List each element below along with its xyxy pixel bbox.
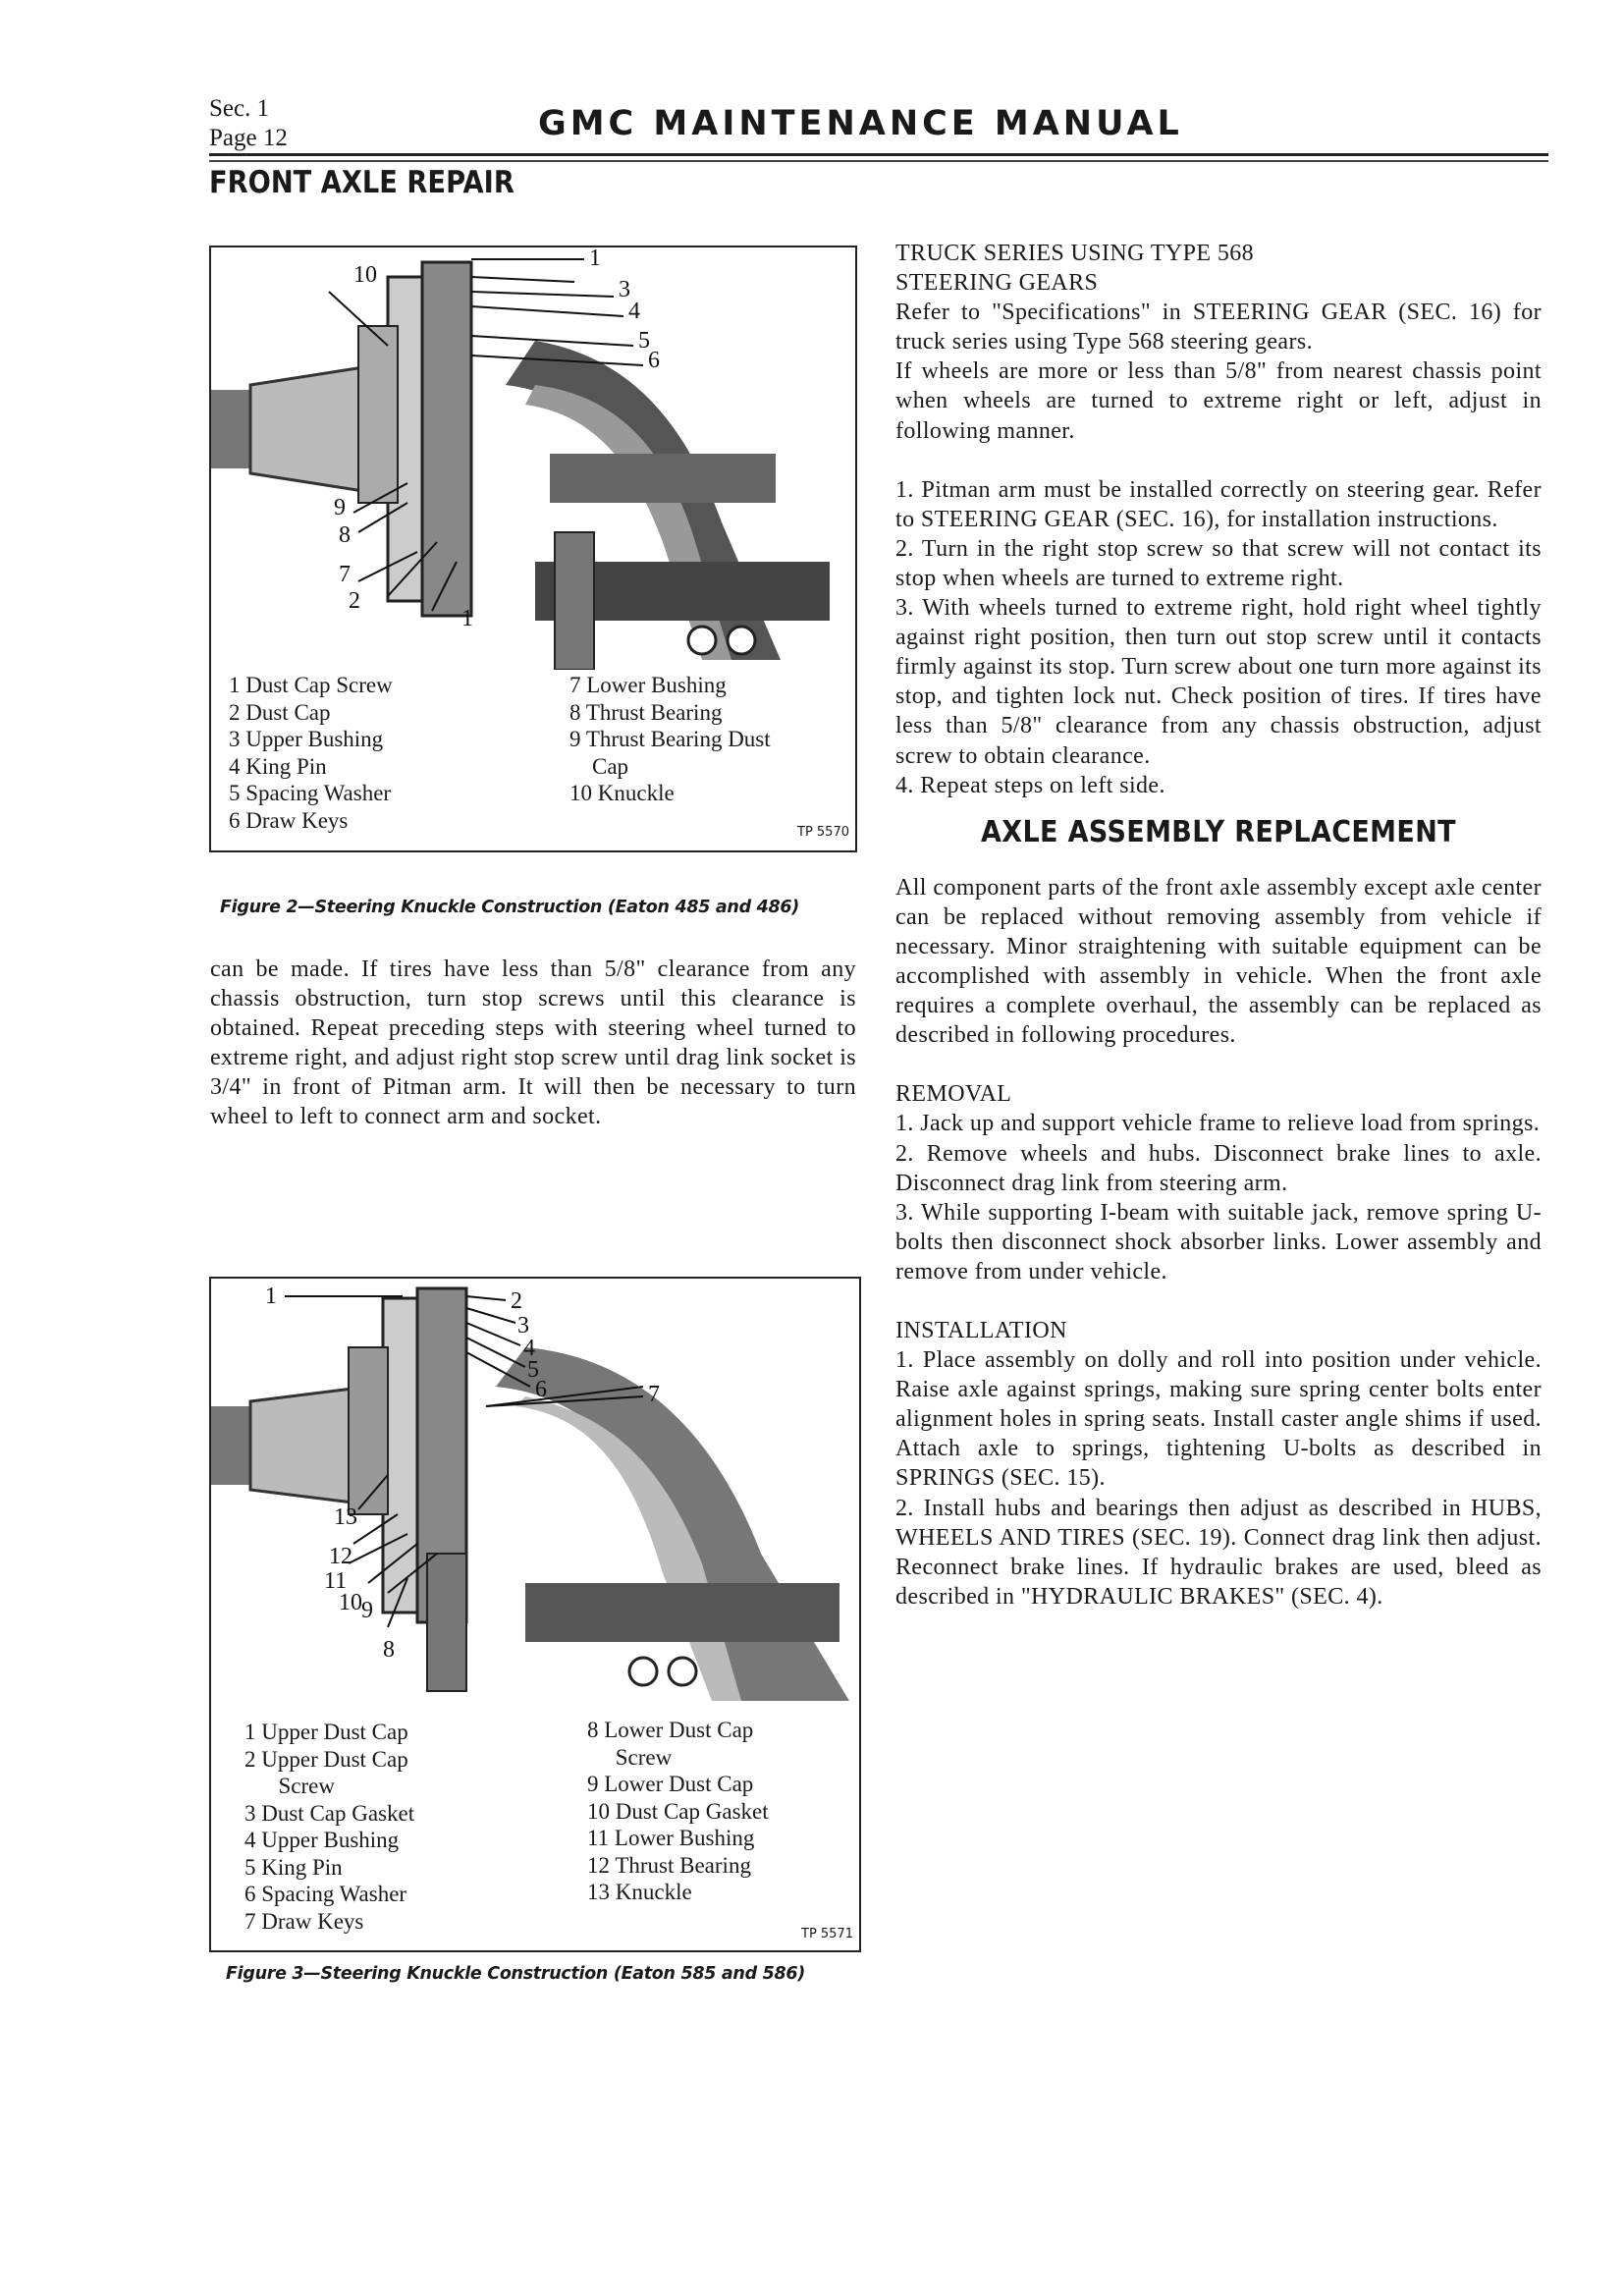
legend-item: 2 Upper Dust Cap	[244, 1746, 408, 1772]
callout: 4	[628, 299, 640, 324]
callout: 3	[517, 1313, 529, 1339]
legend-item: 6 Spacing Washer	[244, 1882, 407, 1906]
removal-heading: REMOVAL	[895, 1081, 1012, 1108]
figure-2-illustration	[211, 247, 855, 670]
legend-item: 11 Lower Bushing	[587, 1826, 755, 1850]
figure-2-legend-left	[229, 672, 393, 834]
callout: 11	[324, 1568, 348, 1594]
figure-2	[209, 246, 857, 852]
legend-item: 4 Upper Bushing	[244, 1828, 400, 1852]
paragraph: If wheels are more or less than 5/8" from nearest chassis point when wheels are turned to extreme right or left, adjust in following manner.	[895, 358, 1542, 444]
legend-item: 10 Knuckle	[569, 781, 675, 805]
paragraph: Refer to "Specifications" in STEERING GEAR (SEC. 16) for truck series using Type 568 steering gears.	[895, 300, 1542, 355]
step: 2. Remove wheels and hubs. Disconnect brake lines to axle. Disconnect drag link from steering arm.	[895, 1140, 1542, 1196]
step: 4. Repeat steps on left side.	[895, 772, 1165, 798]
section-title: FRONT AXLE REPAIR	[209, 165, 514, 200]
axle-assembly-heading: AXLE ASSEMBLY REPLACEMENT	[981, 814, 1456, 849]
legend-item: Screw	[587, 1744, 673, 1770]
figure-3-legend-right	[587, 1717, 769, 1906]
manual-title: GMC MAINTENANCE MANUAL	[538, 104, 1183, 143]
callout: 10	[353, 262, 377, 288]
callout: 1	[265, 1284, 277, 1309]
callout: 2	[349, 588, 360, 614]
section-page-label	[209, 94, 288, 153]
callout: 12	[329, 1544, 352, 1569]
section-number: Sec. 1	[209, 95, 270, 122]
legend-item: 13 Knuckle	[587, 1880, 692, 1904]
figure-3-caption: Figure 3—Steering Knuckle Construction (Eaton 585 and 586)	[226, 1964, 805, 1984]
installation-heading: INSTALLATION	[895, 1318, 1067, 1343]
left-column-text: can be made. If tires have less than 5/8" clearance from any chassis obstruction, turn stop screws until this clearance is obtained. Repeat preceding steps with steering wheel turned to extreme right, and adjust right stop screw until drag link socket is 3/4" in front of Pitman arm. It will then be necessary to turn wheel to left to connect arm and socket.	[210, 957, 856, 1130]
figure-3	[209, 1277, 861, 1952]
legend-item: 9 Thrust Bearing Dust	[569, 727, 771, 751]
callout: 9	[334, 495, 346, 520]
legend-item: 5 Spacing Washer	[229, 781, 392, 805]
figure-2-tp-number: TP 5570	[797, 825, 849, 840]
legend-item: Cap	[569, 753, 629, 779]
callout: 1	[461, 606, 473, 631]
legend-item: 5 King Pin	[244, 1854, 343, 1880]
legend-item: 1 Upper Dust Cap	[244, 1720, 408, 1744]
legend-item: 7 Lower Bushing	[569, 673, 727, 697]
legend-item: 9 Lower Dust Cap	[587, 1772, 754, 1796]
figure-3-legend-left	[244, 1719, 414, 1935]
legend-item: 2 Dust Cap	[229, 699, 331, 725]
callout: 8	[383, 1637, 395, 1663]
header-rule	[209, 153, 1548, 156]
callout: 9	[361, 1598, 373, 1623]
type568-heading: TRUCK SERIES USING TYPE 568 STEERING GEARS	[895, 241, 1255, 297]
step: 1. Pitman arm must be installed correctly on steering gear. Refer to STEERING GEAR (SEC. 16), for installation instructions.	[895, 476, 1542, 532]
callout: 8	[339, 522, 351, 548]
callout: 5	[638, 328, 650, 354]
step: 3. While supporting I-beam with suitable jack, remove spring U-bolts then disconnect shock absorber links. Lower assembly and remove from under vehicle.	[895, 1199, 1542, 1285]
step: 2. Turn in the right stop screw so that screw will not contact its stop when wheels are turned to extreme right.	[895, 535, 1542, 591]
right-column	[895, 239, 1542, 1612]
legend-item: 12 Thrust Bearing	[587, 1852, 751, 1878]
legend-item: Screw	[244, 1774, 335, 1798]
step: 2. Install hubs and bearings then adjust as described in HUBS, WHEELS AND TIRES (SEC. 19). Connect drag link then adjust. Reconnect brake lines. If hydraulic brakes are used, bleed as described in "HYDRAULIC BRAKES" (SEC. 4).	[895, 1495, 1542, 1610]
legend-item: 1 Dust Cap Screw	[229, 673, 393, 697]
legend-item: 4 King Pin	[229, 753, 327, 779]
legend-item: 8 Thrust Bearing	[569, 699, 723, 725]
figure-3-illustration	[211, 1279, 859, 1701]
figure-2-caption: Figure 2—Steering Knuckle Construction (Eaton 485 and 486)	[220, 898, 799, 917]
figure-3-tp-number: TP 5571	[801, 1927, 853, 1941]
legend-item: 10 Dust Cap Gasket	[587, 1798, 769, 1824]
legend-item: 7 Draw Keys	[244, 1908, 364, 1934]
callout: 5	[527, 1357, 539, 1383]
legend-item: 3 Dust Cap Gasket	[244, 1800, 415, 1826]
callout: 6	[535, 1377, 547, 1402]
step: 1. Place assembly on dolly and roll into position under vehicle. Raise axle against springs, making sure spring center bolts enter alignment holes in spring seats. Install caster angle shims if used. Attach axle to springs, tightening U-bolts as described in SPRINGS (SEC. 15).	[895, 1347, 1542, 1492]
legend-item: 6 Draw Keys	[229, 807, 349, 833]
header-rule-lower	[209, 160, 1548, 162]
callout: 7	[648, 1382, 660, 1407]
callout: 6	[648, 348, 660, 373]
callout: 1	[589, 247, 601, 271]
callout: 13	[334, 1504, 357, 1530]
callout: 3	[619, 277, 630, 302]
paragraph: All component parts of the front axle assembly except axle center can be replaced without removing assembly from vehicle if necessary. Minor straightening with suitable equipment can be accomplished with assembly in vehicle. When the front axle requires a complete overhaul, the assembly can be replaced as described in following procedures.	[895, 874, 1542, 1049]
step: 3. With wheels turned to extreme right, hold right wheel tightly against right position, then turn out stop screw until it contacts firmly against its stop. Turn screw about one turn more against its stop, and tighten lock nut. Check position of tires. If tires have less than 5/8" clearance from any chassis obstruction, adjust screw to obtain clearance.	[895, 595, 1542, 769]
legend-item: 3 Upper Bushing	[229, 727, 384, 751]
figure-2-legend-right	[569, 672, 771, 807]
step: 1. Jack up and support vehicle frame to relieve load from springs.	[895, 1111, 1541, 1137]
legend-item: 8 Lower Dust Cap	[587, 1718, 754, 1742]
callout: 10	[339, 1590, 362, 1615]
page-number: Page 12	[209, 125, 288, 151]
callout: 4	[523, 1336, 535, 1361]
callout: 7	[339, 562, 351, 587]
callout: 2	[511, 1288, 522, 1314]
